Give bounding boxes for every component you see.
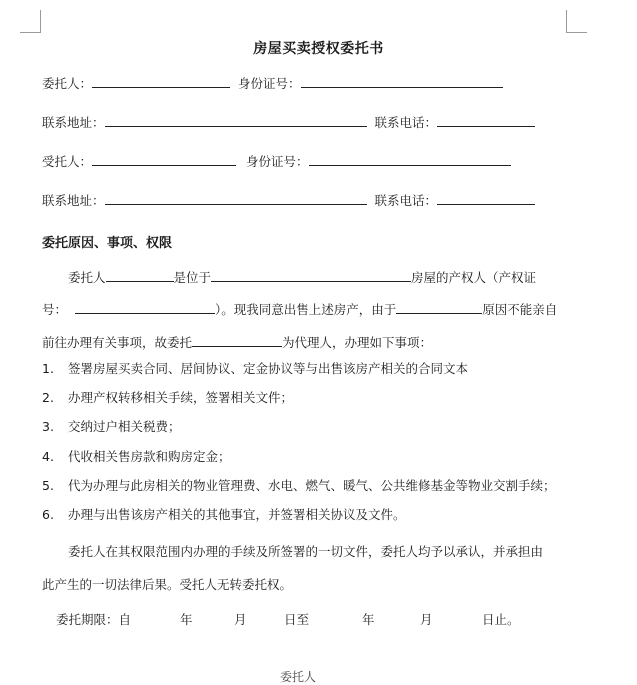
principal-id-label: 身份证号： <box>238 76 301 91</box>
list-item <box>42 477 556 495</box>
list-item <box>42 389 293 407</box>
period-end-day-label: 日止。 <box>482 612 520 627</box>
principal-id-blank[interactable] <box>301 74 503 88</box>
para1-text-b: 是位于 <box>173 270 212 285</box>
document-title: 房屋买卖授权委托书 <box>253 41 384 57</box>
period-start-month-label: 月 <box>234 612 247 627</box>
principal-name-inline-blank[interactable] <box>106 268 174 282</box>
period-end-month-label: 月 <box>420 612 433 627</box>
agent-address-label: 联系地址： <box>42 193 105 208</box>
crop-mark-top-right <box>566 10 587 33</box>
property-location-blank[interactable] <box>211 268 411 282</box>
reason-blank[interactable] <box>396 300 482 314</box>
agent-address-row <box>42 191 535 210</box>
period-row <box>56 611 520 629</box>
paragraph-line-3 <box>42 333 432 352</box>
principal-label: 委托人： <box>42 76 93 91</box>
crop-mark-top-left <box>20 10 41 33</box>
closing-line-2: 此产生的一切法律后果。受托人无转委托权。 <box>42 577 293 592</box>
principal-phone-blank[interactable] <box>437 113 535 127</box>
list-item-text: 办理与出售该房产相关的其他事宜，并签署相关协议及文件。 <box>68 507 406 522</box>
period-end-year-label: 年 <box>362 612 375 627</box>
footer-partial-text: 委托人 <box>280 670 317 684</box>
principal-address-blank[interactable] <box>105 113 367 127</box>
closing-line-1: 委托人在其权限范围内办理的手续及所签署的一切文件，委托人均予以承认，并承担由 <box>68 544 544 559</box>
agent-address-blank[interactable] <box>105 191 367 205</box>
agent-name-inline-blank[interactable] <box>192 333 282 347</box>
agent-row <box>42 152 511 171</box>
para2-text-b: ）。现我同意出售上述房产，由于 <box>215 302 397 317</box>
list-item-text: 办理产权转移相关手续，签署相关文件； <box>68 390 294 405</box>
list-item-text: 代收相关售房款和购房定金； <box>68 449 231 464</box>
agent-id-blank[interactable] <box>309 152 511 166</box>
agent-id-label: 身份证号： <box>246 154 309 169</box>
para1-text-a: 委托人 <box>68 270 106 285</box>
agent-phone-blank[interactable] <box>437 191 535 205</box>
list-item-number: 6. <box>42 507 54 522</box>
list-item-number: 2. <box>42 390 54 405</box>
principal-phone-label: 联系电话： <box>374 115 438 130</box>
principal-name-blank[interactable] <box>92 74 230 88</box>
para2-text-c: 原因不能亲自 <box>482 302 558 317</box>
para3-text-a: 前往办理有关事项，故委托 <box>42 335 193 350</box>
para3-text-b: 为代理人，办理如下事项： <box>282 335 433 350</box>
paragraph-line-1 <box>68 268 536 287</box>
list-item-text: 签署房屋买卖合同、居间协议、定金协议等与出售该房产相关的合同文本 <box>68 361 469 376</box>
list-item-number: 4. <box>42 449 54 464</box>
list-item <box>42 448 231 466</box>
list-item-text: 代为办理与此房相关的物业管理费、水电、燃气、暖气、公共维修基金等物业交割手续； <box>68 478 556 493</box>
list-item-text: 交纳过户相关税费； <box>68 419 181 434</box>
principal-address-label: 联系地址： <box>42 115 105 130</box>
section-title: 委托原因、事项、权限 <box>42 236 173 251</box>
paragraph-line-2 <box>42 300 557 319</box>
principal-row <box>42 74 503 93</box>
period-label: 委托期限：自 <box>56 612 132 627</box>
certificate-number-blank[interactable] <box>75 300 215 314</box>
list-item <box>42 506 406 524</box>
agent-label: 受托人： <box>42 154 93 169</box>
list-item-number: 5. <box>42 478 54 493</box>
list-item-number: 1. <box>42 361 54 376</box>
agent-name-blank[interactable] <box>92 152 236 166</box>
list-item <box>42 418 181 436</box>
para2-text-a: 号： <box>42 302 68 317</box>
agent-phone-label: 联系电话： <box>374 193 438 208</box>
list-item <box>42 360 468 378</box>
list-item-number: 3. <box>42 419 54 434</box>
para1-text-c: 房屋的产权人（产权证 <box>411 270 537 285</box>
period-start-day-label: 日至 <box>284 612 310 627</box>
period-start-year-label: 年 <box>180 612 193 627</box>
principal-address-row <box>42 113 535 132</box>
